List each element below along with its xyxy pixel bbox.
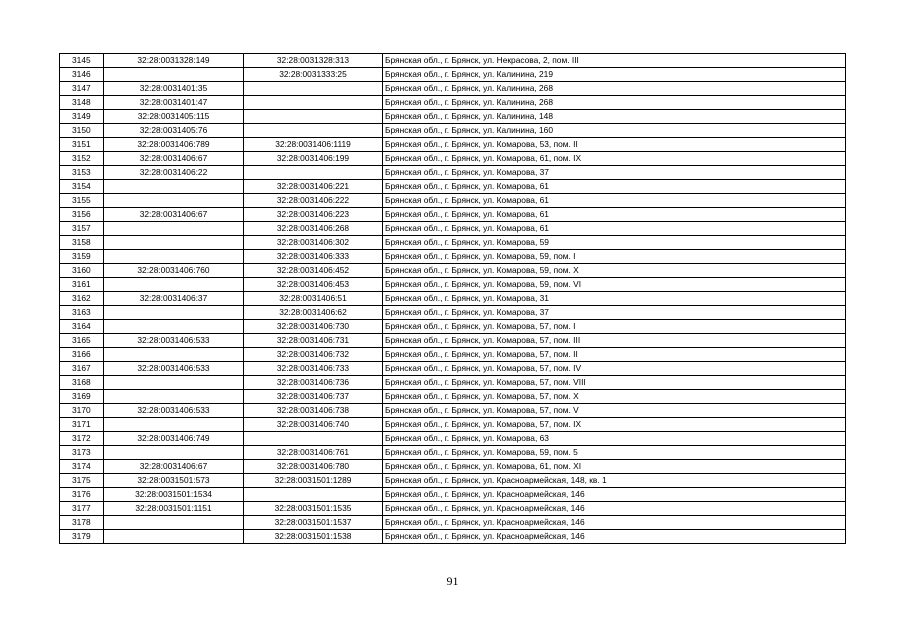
table-row	[60, 516, 846, 530]
address-cell: Брянская обл., г. Брянск, ул. Комарова, 31	[383, 292, 846, 306]
object-cadastral-number-cell	[244, 488, 383, 502]
cadastral-number-cell: 32:28:0031406:22	[104, 166, 244, 180]
address-cell: Брянская обл., г. Брянск, ул. Красноармейская, 146	[383, 502, 846, 516]
address-cell: Брянская обл., г. Брянск, ул. Комарова, 59, пом. I	[383, 250, 846, 264]
object-cadastral-number-cell: 32:28:0031406:761	[244, 446, 383, 460]
cadastral-number-cell	[104, 278, 244, 292]
table-row	[60, 446, 846, 460]
object-cadastral-number-cell: 32:28:0031406:736	[244, 376, 383, 390]
address-cell: Брянская обл., г. Брянск, ул. Комарова, 57, пом. V	[383, 404, 846, 418]
address-cell: Брянская обл., г. Брянск, ул. Комарова, 61	[383, 222, 846, 236]
page-number: 91	[446, 574, 459, 588]
table-row	[60, 82, 846, 96]
object-cadastral-number-cell: 32:28:0031501:1538	[244, 530, 383, 544]
row-number-cell: 3179	[60, 530, 104, 544]
row-number-cell: 3162	[60, 292, 104, 306]
cadastral-number-cell: 32:28:0031406:67	[104, 152, 244, 166]
table-row	[60, 320, 846, 334]
row-number-cell: 3165	[60, 334, 104, 348]
cadastral-number-cell: 32:28:0031406:533	[104, 334, 244, 348]
cadastral-number-cell: 32:28:0031401:35	[104, 82, 244, 96]
address-cell: Брянская обл., г. Брянск, ул. Калинина, 160	[383, 124, 846, 138]
cadastral-number-cell: 32:28:0031501:1151	[104, 502, 244, 516]
row-number-cell: 3157	[60, 222, 104, 236]
object-cadastral-number-cell: 32:28:0031406:453	[244, 278, 383, 292]
address-cell: Брянская обл., г. Брянск, ул. Комарова, 61	[383, 208, 846, 222]
table-row	[60, 96, 846, 110]
cadastral-number-cell	[104, 530, 244, 544]
cadastral-number-cell: 32:28:0031406:749	[104, 432, 244, 446]
address-cell: Брянская обл., г. Брянск, ул. Комарова, 57, пом. VIII	[383, 376, 846, 390]
row-number-cell: 3178	[60, 516, 104, 530]
row-number-cell: 3169	[60, 390, 104, 404]
address-cell: Брянская обл., г. Брянск, ул. Комарова, 57, пом. III	[383, 334, 846, 348]
object-cadastral-number-cell: 32:28:0031406:221	[244, 180, 383, 194]
row-number-cell: 3168	[60, 376, 104, 390]
row-number-cell: 3174	[60, 460, 104, 474]
row-number-cell: 3149	[60, 110, 104, 124]
cadastral-number-cell: 32:28:0031406:67	[104, 460, 244, 474]
address-cell: Брянская обл., г. Брянск, ул. Комарова, 57, пом. I	[383, 320, 846, 334]
cadastral-number-cell: 32:28:0031406:67	[104, 208, 244, 222]
cadastral-number-cell: 32:28:0031406:760	[104, 264, 244, 278]
object-cadastral-number-cell: 32:28:0031406:737	[244, 390, 383, 404]
row-number-cell: 3175	[60, 474, 104, 488]
table-row	[60, 138, 846, 152]
table-row	[60, 460, 846, 474]
object-cadastral-number-cell	[244, 432, 383, 446]
table-row	[60, 124, 846, 138]
object-cadastral-number-cell: 32:28:0031406:268	[244, 222, 383, 236]
row-number-cell: 3160	[60, 264, 104, 278]
address-cell: Брянская обл., г. Брянск, ул. Комарова, 61, пом. XI	[383, 460, 846, 474]
object-cadastral-number-cell: 32:28:0031406:732	[244, 348, 383, 362]
object-cadastral-number-cell: 32:28:0031406:740	[244, 418, 383, 432]
address-cell: Брянская обл., г. Брянск, ул. Комарова, 59, пом. X	[383, 264, 846, 278]
table-row	[60, 362, 846, 376]
address-cell: Брянская обл., г. Брянск, ул. Калинина, 148	[383, 110, 846, 124]
cadastral-number-cell	[104, 390, 244, 404]
cadastral-number-cell: 32:28:0031406:37	[104, 292, 244, 306]
object-cadastral-number-cell	[244, 82, 383, 96]
cadastral-number-cell	[104, 376, 244, 390]
cadastral-number-cell: 32:28:0031406:533	[104, 362, 244, 376]
object-cadastral-number-cell: 32:28:0031406:738	[244, 404, 383, 418]
object-cadastral-number-cell: 32:28:0031406:302	[244, 236, 383, 250]
object-cadastral-number-cell	[244, 96, 383, 110]
object-cadastral-number-cell	[244, 110, 383, 124]
row-number-cell: 3154	[60, 180, 104, 194]
row-number-cell: 3145	[60, 54, 104, 68]
row-number-cell: 3153	[60, 166, 104, 180]
object-cadastral-number-cell: 32:28:0031328:313	[244, 54, 383, 68]
table-row	[60, 278, 846, 292]
cadastral-number-cell	[104, 180, 244, 194]
cadastral-number-cell	[104, 250, 244, 264]
address-cell: Брянская обл., г. Брянск, ул. Комарова, 61	[383, 194, 846, 208]
table-row	[60, 306, 846, 320]
row-number-cell: 3170	[60, 404, 104, 418]
table-row	[60, 348, 846, 362]
object-cadastral-number-cell	[244, 124, 383, 138]
table-row	[60, 502, 846, 516]
object-cadastral-number-cell: 32:28:0031501:1535	[244, 502, 383, 516]
row-number-cell: 3148	[60, 96, 104, 110]
row-number-cell: 3151	[60, 138, 104, 152]
object-cadastral-number-cell: 32:28:0031406:733	[244, 362, 383, 376]
object-cadastral-number-cell: 32:28:0031406:1119	[244, 138, 383, 152]
cadastral-number-cell	[104, 68, 244, 82]
cadastral-number-cell	[104, 348, 244, 362]
table-row	[60, 152, 846, 166]
table-row	[60, 530, 846, 544]
object-cadastral-number-cell: 32:28:0031406:452	[244, 264, 383, 278]
address-cell: Брянская обл., г. Брянск, ул. Комарова, 57, пом. II	[383, 348, 846, 362]
row-number-cell: 3150	[60, 124, 104, 138]
object-cadastral-number-cell: 32:28:0031406:333	[244, 250, 383, 264]
address-cell: Брянская обл., г. Брянск, ул. Комарова, 59, пом. 5	[383, 446, 846, 460]
cadastral-number-cell: 32:28:0031405:115	[104, 110, 244, 124]
cadastral-number-cell	[104, 418, 244, 432]
cadastral-number-cell: 32:28:0031401:47	[104, 96, 244, 110]
table-row	[60, 180, 846, 194]
object-cadastral-number-cell: 32:28:0031501:1537	[244, 516, 383, 530]
table-row	[60, 110, 846, 124]
row-number-cell: 3155	[60, 194, 104, 208]
object-cadastral-number-cell: 32:28:0031406:51	[244, 292, 383, 306]
row-number-cell: 3146	[60, 68, 104, 82]
row-number-cell: 3171	[60, 418, 104, 432]
row-number-cell: 3158	[60, 236, 104, 250]
address-cell: Брянская обл., г. Брянск, ул. Калинина, 268	[383, 82, 846, 96]
address-cell: Брянская обл., г. Брянск, ул. Комарова, 53, пом. II	[383, 138, 846, 152]
cadastral-number-cell: 32:28:0031328:149	[104, 54, 244, 68]
cadastral-number-cell: 32:28:0031501:573	[104, 474, 244, 488]
table-row	[60, 208, 846, 222]
row-number-cell: 3156	[60, 208, 104, 222]
table-row	[60, 488, 846, 502]
address-cell: Брянская обл., г. Брянск, ул. Комарова, 59	[383, 236, 846, 250]
address-cell: Брянская обл., г. Брянск, ул. Красноармейская, 146	[383, 516, 846, 530]
row-number-cell: 3152	[60, 152, 104, 166]
object-cadastral-number-cell: 32:28:0031406:62	[244, 306, 383, 320]
cadastral-number-cell	[104, 236, 244, 250]
table-row	[60, 404, 846, 418]
table-row	[60, 474, 846, 488]
address-cell: Брянская обл., г. Брянск, ул. Комарова, 63	[383, 432, 846, 446]
object-cadastral-number-cell: 32:28:0031406:731	[244, 334, 383, 348]
cadastral-number-cell: 32:28:0031406:533	[104, 404, 244, 418]
row-number-cell: 3167	[60, 362, 104, 376]
cadastral-number-cell: 32:28:0031405:76	[104, 124, 244, 138]
object-cadastral-number-cell: 32:28:0031406:730	[244, 320, 383, 334]
address-cell: Брянская обл., г. Брянск, ул. Комарова, 37	[383, 306, 846, 320]
address-cell: Брянская обл., г. Брянск, ул. Комарова, 37	[383, 166, 846, 180]
cadastral-number-cell	[104, 320, 244, 334]
table-row	[60, 166, 846, 180]
address-cell: Брянская обл., г. Брянск, ул. Комарова, 57, пом. X	[383, 390, 846, 404]
address-cell: Брянская обл., г. Брянск, ул. Красноармейская, 148, кв. 1	[383, 474, 846, 488]
registry-table	[59, 53, 846, 544]
cadastral-number-cell	[104, 222, 244, 236]
address-cell: Брянская обл., г. Брянск, ул. Комарова, 61, пом. IX	[383, 152, 846, 166]
table-row	[60, 68, 846, 82]
address-cell: Брянская обл., г. Брянск, ул. Красноармейская, 146	[383, 488, 846, 502]
cadastral-number-cell	[104, 516, 244, 530]
table-row	[60, 54, 846, 68]
address-cell: Брянская обл., г. Брянск, ул. Калинина, 268	[383, 96, 846, 110]
object-cadastral-number-cell: 32:28:0031501:1289	[244, 474, 383, 488]
table-row	[60, 236, 846, 250]
table-row	[60, 194, 846, 208]
object-cadastral-number-cell: 32:28:0031406:222	[244, 194, 383, 208]
row-number-cell: 3172	[60, 432, 104, 446]
table-row	[60, 222, 846, 236]
row-number-cell: 3176	[60, 488, 104, 502]
cadastral-number-cell	[104, 194, 244, 208]
table-row	[60, 334, 846, 348]
object-cadastral-number-cell	[244, 166, 383, 180]
cadastral-number-cell: 32:28:0031501:1534	[104, 488, 244, 502]
object-cadastral-number-cell: 32:28:0031406:780	[244, 460, 383, 474]
table-row	[60, 292, 846, 306]
row-number-cell: 3147	[60, 82, 104, 96]
address-cell: Брянская обл., г. Брянск, ул. Калинина, 219	[383, 68, 846, 82]
cadastral-number-cell	[104, 446, 244, 460]
row-number-cell: 3163	[60, 306, 104, 320]
cadastral-number-cell: 32:28:0031406:789	[104, 138, 244, 152]
cadastral-number-cell	[104, 306, 244, 320]
table-row	[60, 250, 846, 264]
table-row	[60, 418, 846, 432]
address-cell: Брянская обл., г. Брянск, ул. Комарова, 59, пом. VI	[383, 278, 846, 292]
row-number-cell: 3166	[60, 348, 104, 362]
table-row	[60, 390, 846, 404]
object-cadastral-number-cell: 32:28:0031406:223	[244, 208, 383, 222]
row-number-cell: 3173	[60, 446, 104, 460]
object-cadastral-number-cell: 32:28:0031333:25	[244, 68, 383, 82]
row-number-cell: 3177	[60, 502, 104, 516]
row-number-cell: 3161	[60, 278, 104, 292]
address-cell: Брянская обл., г. Брянск, ул. Некрасова, 2, пом. III	[383, 54, 846, 68]
address-cell: Брянская обл., г. Брянск, ул. Красноармейская, 146	[383, 530, 846, 544]
registry-table-body	[60, 54, 846, 544]
table-row	[60, 432, 846, 446]
address-cell: Брянская обл., г. Брянск, ул. Комарова, 57, пом. IX	[383, 418, 846, 432]
table-row	[60, 264, 846, 278]
object-cadastral-number-cell: 32:28:0031406:199	[244, 152, 383, 166]
table-row	[60, 376, 846, 390]
address-cell: Брянская обл., г. Брянск, ул. Комарова, 57, пом. IV	[383, 362, 846, 376]
row-number-cell: 3159	[60, 250, 104, 264]
address-cell: Брянская обл., г. Брянск, ул. Комарова, 61	[383, 180, 846, 194]
row-number-cell: 3164	[60, 320, 104, 334]
